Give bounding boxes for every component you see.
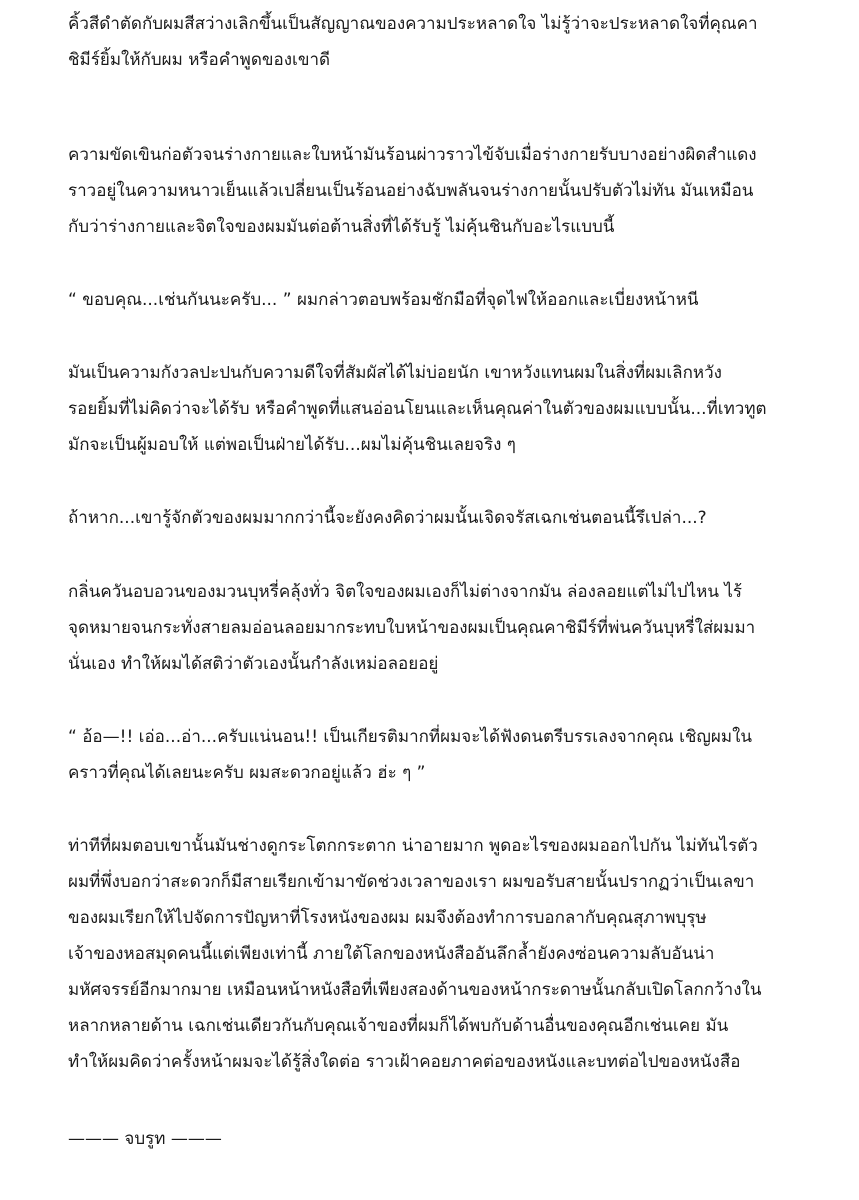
- text-line: รอยยิ้มที่ไม่คิดว่าจะได้รับ หรือคำพูดที่แสนอ่อนโยนและเห็นคุณค่าในตัวของผมแบบนั้น...ที่เทวทูต: [68, 399, 767, 419]
- text-line: เจ้าของหอสมุดคนนี้แต่เพียงเท่านี้ ภายใต้โลกของหนังสืออันลึกล้ำยังคงซ่อนความลับอันน่า: [68, 944, 715, 964]
- text-line: ท่าทีที่ผมตอบเขานั้นมันช่างดูกระโตกกระตาก น่าอายมาก พูดอะไรของผมออกไปกัน ไม่ทันไรตัว: [68, 836, 758, 856]
- text-line: ถ้าหาก...เขารู้จักตัวของผมมากกว่านี้จะยังคงคิดว่าผมนั้นเจิดจรัสเฉกเช่นตอนนี้รึเปล่า...?: [68, 508, 707, 528]
- dialogue-paragraph: [68, 719, 752, 791]
- paragraph: [68, 355, 767, 463]
- end-marker-text: ——— จบรูท ———: [68, 1129, 222, 1149]
- text-line: จุดหมายจนกระทั่งสายลมอ่อนลอยมากระทบใบหน้าของผมเป็นคุณคาชิมีร์ที่พ่นควันบุหรี่ใส่ผมมา: [68, 618, 756, 638]
- text-line: กับว่าร่างกายและจิตใจของผมมันต่อต้านสิ่งที่ได้รับรู้ ไม่คุ้นชินกับอะไรแบบนี้: [68, 217, 615, 237]
- text-line: ชิมีร์ยิ้มให้กับผม หรือคำพูดของเขาดี: [68, 50, 331, 70]
- text-line: ความขัดเขินก่อตัวจนร่างกายและใบหน้ามันร้อนผ่าวราวไข้จับเมื่อร่างกายรับบางอย่างผิดสำแดง: [68, 145, 757, 165]
- text-line: ผมที่พึ่งบอกว่าสะดวกก็มีสายเรียกเข้ามาขัดช่วงเวลาของเรา ผมขอรับสายนั้นปรากฏว่าเป็นเลขา: [68, 872, 755, 892]
- text-line: มหัศจรรย์อีกมากมาย เหมือนหน้าหนังสือที่เพียงสองด้านของหน้ากระดาษนั้นกลับเปิดโลกกว้างใน: [68, 980, 762, 1000]
- dialogue-paragraph: [68, 282, 699, 318]
- paragraph: [68, 500, 707, 536]
- text-line: “ อ้อ—!! เอ่อ...อ่า...ครับแน่นอน!! เป็นเกียรติมากที่ผมจะได้ฟังดนตรีบรรเลงจากคุณ เชิญผมใน: [68, 727, 753, 747]
- text-line: คราวที่คุณได้เลยนะครับ ผมสะดวกอยู่แล้ว ฮ่ะ ๆ ”: [68, 763, 426, 783]
- paragraph: [68, 6, 758, 78]
- end-marker: [68, 1121, 222, 1157]
- paragraph: [68, 828, 761, 1080]
- text-line: หลากหลายด้าน เฉกเช่นเดียวกันกับคุณเจ้าของที่ผมก็ได้พบกับด้านอื่นของคุณอีกเช่นเคย มัน: [68, 1016, 729, 1036]
- text-line: ราวอยู่ในความหนาวเย็นแล้วเปลี่ยนเป็นร้อนอย่างฉับพลันจนร่างกายนั้นปรับตัวไม่ทัน มันเหมือน: [68, 181, 754, 201]
- text-line: นั่นเอง ทำให้ผมได้สติว่าตัวเองนั้นกำลังเหม่อลอยอยู่: [68, 654, 439, 674]
- paragraph: [68, 137, 757, 245]
- text-line: กลิ่นควันอบอวนของมวนบุหรี่คลุ้งทั่ว จิตใจของผมเองก็ไม่ต่างจากมัน ล่องลอยแต่ไม่ไปไหน ไร้: [68, 582, 743, 602]
- paragraph: [68, 574, 755, 682]
- text-line: คิ้วสีดำตัดกับผมสีสว่างเลิกขึ้นเป็นสัญญาณของความประหลาดใจ ไม่รู้ว่าจะประหลาดใจที่คุณคา: [68, 14, 758, 34]
- text-line: มันเป็นความกังวลปะปนกับความดีใจที่สัมผัสได้ไม่บ่อยนัก เขาหวังแทนผมในสิ่งที่ผมเลิกหวัง: [68, 363, 722, 383]
- text-line: มักจะเป็นผู้มอบให้ แต่พอเป็นฝ่ายได้รับ...ผมไม่คุ้นชินเลยจริง ๆ: [68, 435, 516, 455]
- text-line: ของผมเรียกให้ไปจัดการปัญหาที่โรงหนังของผม ผมจึงต้องทำการบอกลากับคุณสุภาพบุรุษ: [68, 908, 707, 928]
- text-line: ทำให้ผมคิดว่าครั้งหน้าผมจะได้รู้สิ่งใดต่อ ราวเฝ้าคอยภาคต่อของหนังและบทต่อไปของหนังสือ: [68, 1052, 741, 1072]
- text-line: “ ขอบคุณ...เช่นกันนะครับ... ” ผมกล่าวตอบพร้อมชักมือที่จุดไฟให้ออกและเบี่ยงหน้าหนี: [68, 290, 699, 310]
